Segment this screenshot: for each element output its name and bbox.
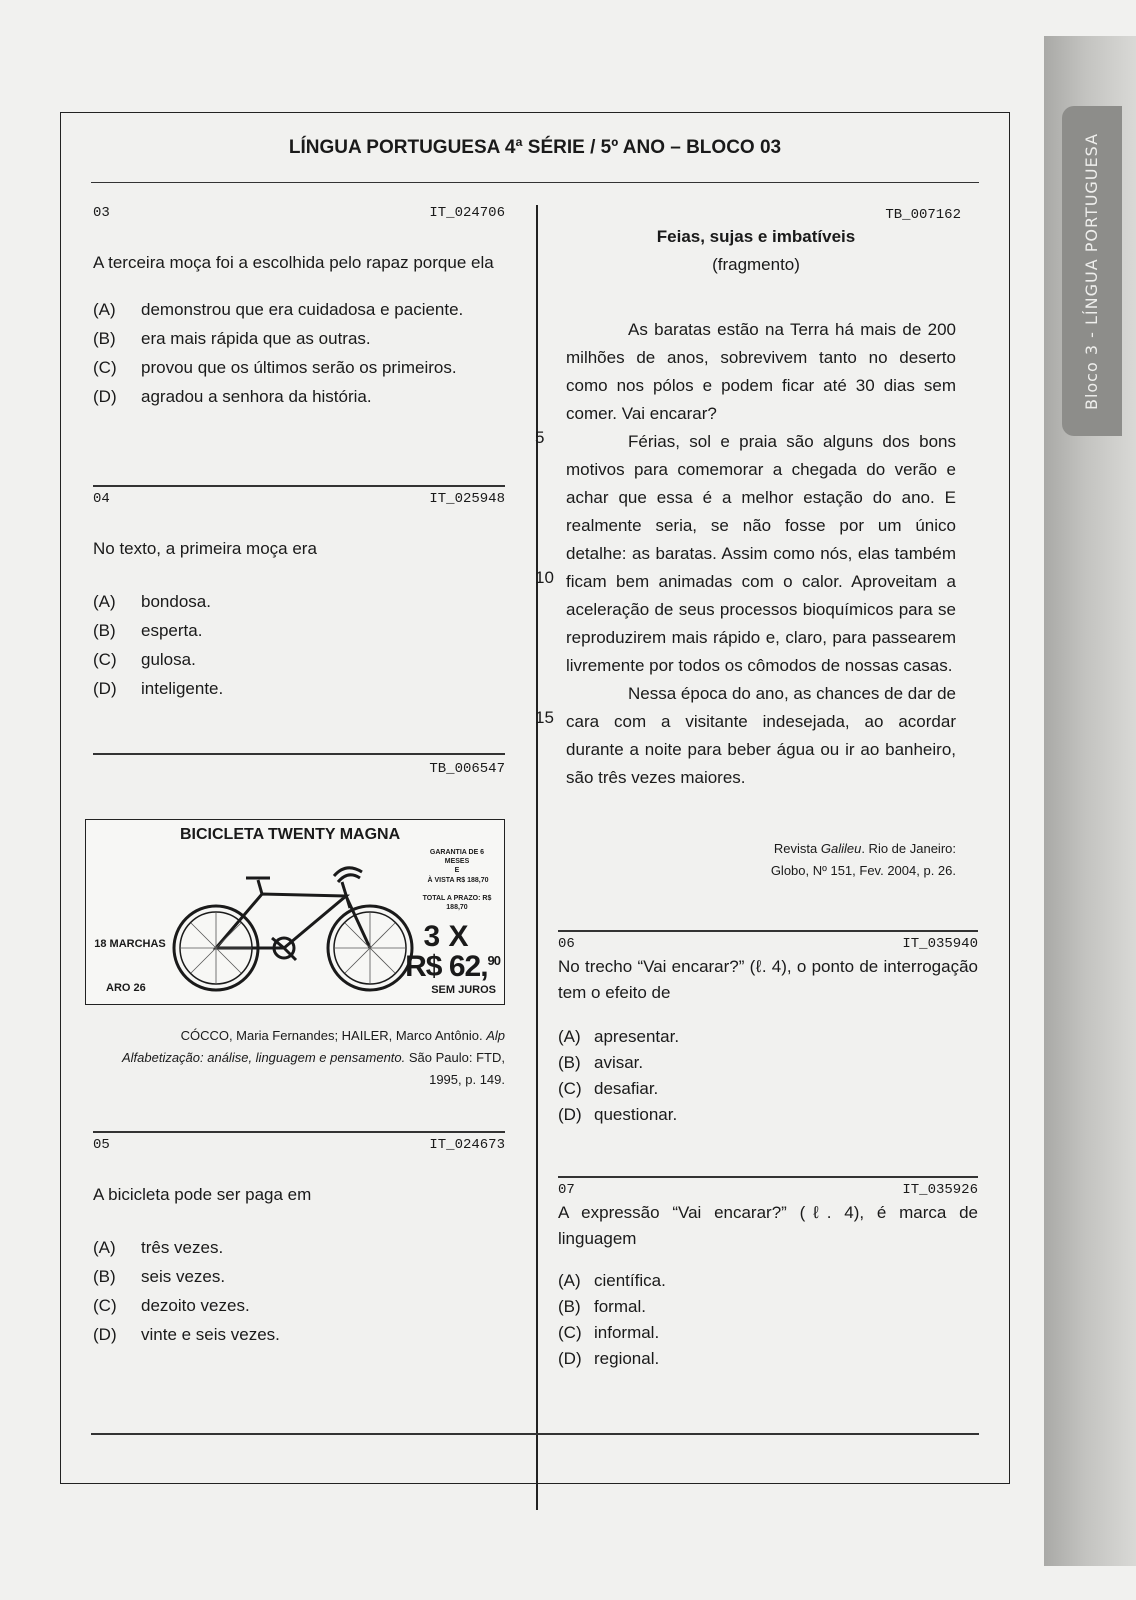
page-title: LÍNGUA PORTUGUESA 4ª SÉRIE / 5º ANO – BLOCO 03 — [91, 133, 979, 183]
option-d[interactable]: (D) agradou a senhora da história. — [93, 387, 372, 406]
ad-rim: ARO 26 — [106, 982, 146, 994]
text-block-006547 — [93, 753, 505, 777]
option-a[interactable]: (A) científica. — [558, 1270, 666, 1290]
ad-price-cents: 90 — [487, 953, 500, 968]
ad-cash-price: À VISTA R$ 188,70 — [427, 877, 489, 884]
option-a[interactable]: (A) três vezes. — [93, 1237, 224, 1257]
question-05 — [93, 1131, 505, 1349]
option-a[interactable]: (A) bondosa. — [93, 591, 211, 611]
option-b[interactable]: (B) esperta. — [93, 620, 203, 640]
ad-price: R$ 62,90 — [405, 950, 500, 983]
item-code: IT_024706 — [429, 205, 505, 221]
passage-text — [566, 316, 956, 792]
text-block-007162-header — [551, 207, 961, 279]
option-a[interactable]: (A) apresentar. — [558, 1026, 680, 1046]
bicycle-advertisement — [85, 819, 505, 1005]
question-stem: No texto, a primeira moça era — [93, 538, 317, 558]
side-tab-label: Bloco 3 - LÍNGUA PORTUGUESA — [1082, 132, 1102, 410]
question-stem: A bicicleta pode ser paga em — [93, 1184, 312, 1204]
paragraph-2: Férias, sol e praia são alguns dos bons motivos para comemorar a chegada do verão e achar que essa é a melhor estação do ano. E realmente seria, se não fosse por um único detalhe: as baratas. Assim como nós, elas também ficam bem animadas com o calor. Aproveitam a aceleração de seus processos bioquímicos para se reproduzirem mais rápido e, claro, para passearem livremente por todos os cômodos de nossas casas. — [566, 432, 956, 675]
ad-gears: 18 MARCHAS — [94, 938, 166, 950]
options-list — [558, 1268, 978, 1372]
item-code: IT_035940 — [902, 935, 978, 952]
option-b[interactable]: (B) seis vezes. — [93, 1266, 226, 1286]
line-number-10: 10 — [535, 568, 554, 587]
option-c[interactable]: (C) dezoito vezes. — [93, 1295, 250, 1315]
separator — [93, 1131, 505, 1133]
question-06 — [558, 930, 978, 1128]
question-number: 07 — [558, 1181, 575, 1198]
bicycle-icon — [166, 842, 426, 1002]
option-b[interactable]: (B) avisar. — [558, 1052, 644, 1072]
ad-warranty: GARANTIA DE 6 MESES — [429, 849, 485, 865]
paragraph-1: As baratas estão na Terra há mais de 200 milhões de anos, sobrevivem tanto no deserto como nos pólos e podem ficar até 30 dias sem comer. Vai encarar? — [566, 320, 956, 423]
options-list — [93, 587, 505, 703]
question-number: 04 — [93, 490, 110, 507]
option-d[interactable]: (D) regional. — [558, 1348, 660, 1368]
options-list — [93, 295, 505, 411]
line-number-5: 5 — [535, 428, 545, 447]
option-a[interactable]: (A) demonstrou que era cuidadosa e paciente. — [93, 300, 464, 319]
separator — [93, 753, 505, 755]
option-c[interactable]: (C) provou que os últimos serão os primeiros. — [93, 358, 457, 377]
option-d[interactable]: (D) inteligente. — [93, 678, 224, 698]
line-number-15: 15 — [535, 708, 554, 727]
question-04 — [93, 485, 505, 703]
question-03 — [93, 205, 505, 411]
option-c[interactable]: (C) gulosa. — [93, 649, 196, 669]
options-list — [93, 1233, 505, 1349]
question-number: 03 — [93, 205, 110, 221]
option-d[interactable]: (D) questionar. — [558, 1104, 678, 1124]
option-d[interactable]: (D) vinte e seis vezes. — [93, 1324, 280, 1344]
question-stem: A expressão “Vai encarar?” (ℓ. 4), é marca de linguagem — [558, 1202, 978, 1248]
option-b[interactable]: (B) formal. — [558, 1296, 646, 1316]
question-07 — [558, 1176, 978, 1372]
options-list — [558, 1024, 978, 1128]
question-stem: No trecho “Vai encarar?” (ℓ. 4), o ponto de interrogação tem o efeito de — [558, 956, 978, 1002]
option-c[interactable]: (C) informal. — [558, 1322, 660, 1342]
text-subtitle: (fragmento) — [712, 255, 800, 274]
question-stem: A terceira moça foi a escolhida pelo rapaz porque ela — [93, 253, 494, 272]
ad-source: CÓCCO, Maria Fernandes; HAILER, Marco Antônio. Alp Alfabetização: análise, linguagem e pensamento. São Paulo: FTD, 1995, p. 149. — [121, 1028, 505, 1087]
column-divider — [536, 205, 538, 1510]
passage-source: Revista Galileu. Rio de Janeiro: Globo, Nº 151, Fev. 2004, p. 26. — [770, 841, 956, 878]
ad-installments: 3 X — [423, 920, 469, 953]
question-number: 06 — [558, 935, 575, 952]
separator — [558, 930, 978, 932]
item-code: IT_035926 — [902, 1181, 978, 1198]
option-c[interactable]: (C) desafiar. — [558, 1078, 659, 1098]
item-code: TB_007162 — [885, 207, 961, 223]
ad-and: E — [454, 867, 460, 874]
question-number: 05 — [93, 1136, 110, 1153]
option-b[interactable]: (B) era mais rápida que as outras. — [93, 329, 371, 348]
text-title: Feias, sujas e imbatíveis — [656, 227, 856, 246]
item-code: IT_025948 — [429, 490, 505, 507]
side-tab-label-box — [1062, 106, 1122, 436]
ad-title: BICICLETA TWENTY MAGNA — [180, 826, 401, 843]
bottom-rule — [91, 1433, 979, 1435]
separator — [93, 485, 505, 487]
ad-no-interest: SEM JUROS — [431, 984, 496, 996]
paragraph-3: Nessa época do ano, as chances de dar de cara com a visitante indesejada, ao acordar durante a noite para beber água ou ir ao banheiro, são três vezes maiores. — [566, 684, 956, 787]
side-tab — [1044, 36, 1136, 1566]
ad-term-price: TOTAL A PRAZO: R$ 188,70 — [422, 895, 492, 911]
item-code: IT_024673 — [429, 1136, 505, 1153]
separator — [558, 1176, 978, 1178]
item-code: TB_006547 — [429, 760, 505, 777]
